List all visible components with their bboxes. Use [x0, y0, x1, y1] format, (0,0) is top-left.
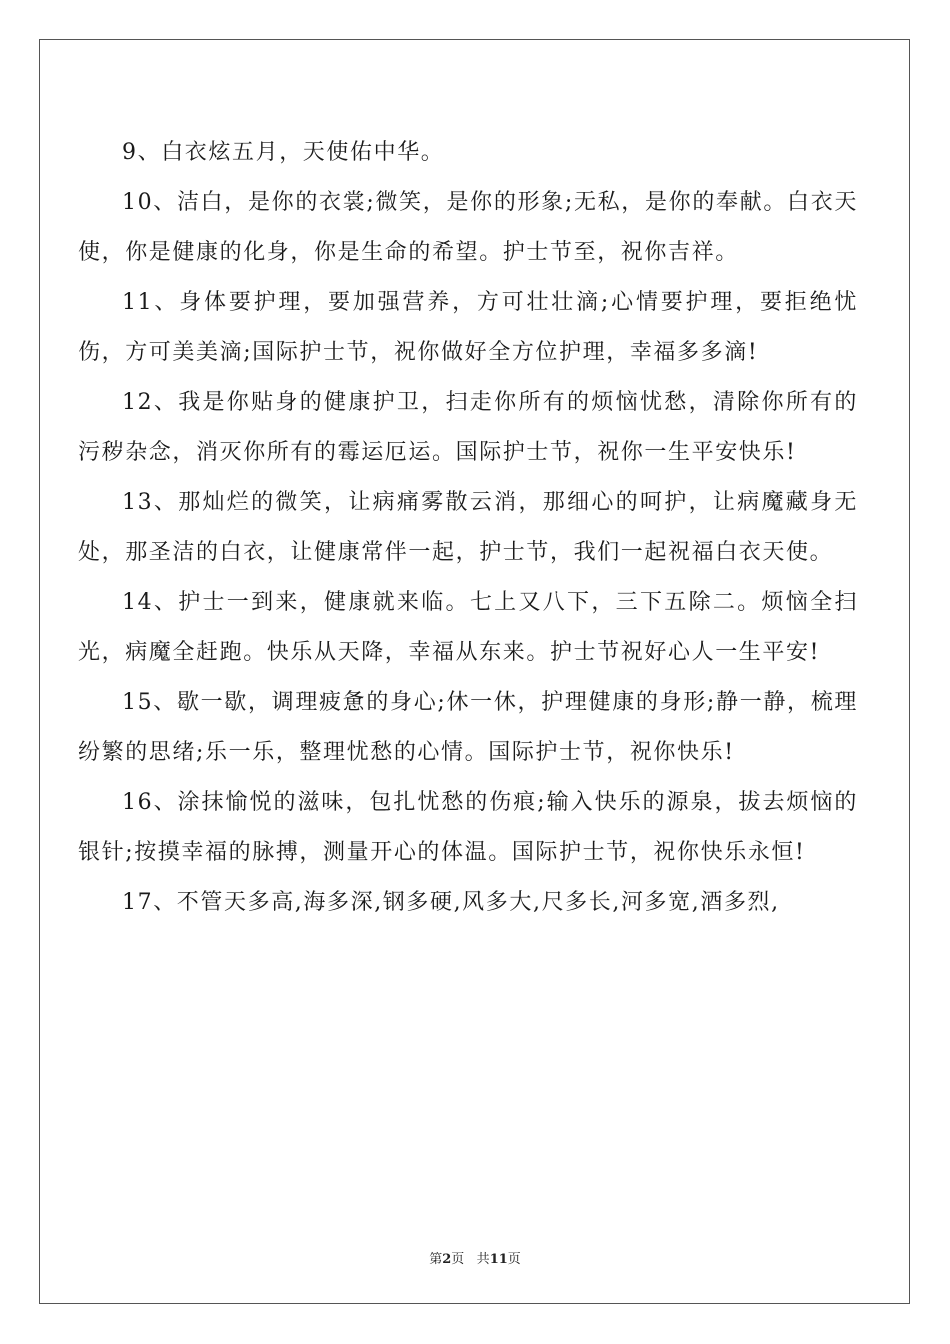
footer-total-prefix: 共	[476, 1252, 490, 1267]
paragraph-9: 9、白衣炫五月，天使佑中华。	[122, 140, 445, 165]
paragraph-14: 14、护士一到来，健康就来临。七上又八下，三下五除二。烦恼全扫光，病魔全赶跑。快乐从天降，幸福从东来。护士节祝好心人一生平安!	[78, 590, 858, 665]
footer-gap	[464, 1252, 476, 1267]
paragraph-17: 17、不管天多高,海多深,钢多硬,风多大,尺多长,河多宽,酒多烈,	[122, 890, 780, 915]
page-footer	[0, 1248, 950, 1267]
paragraph-15: 15、歇一歇，调理疲惫的身心;休一休，护理健康的身形;静一静，梳理纷繁的思绪;乐一乐，整理忧愁的心情。国际护士节，祝你快乐!	[78, 690, 858, 765]
document-body	[78, 128, 858, 928]
footer-total-unit: 页	[507, 1252, 521, 1267]
paragraph-16: 16、涂抹愉悦的滋味，包扎忧愁的伤痕;输入快乐的源泉，拔去烦恼的银针;按摸幸福的脉搏，测量开心的体温。国际护士节，祝你快乐永恒!	[78, 790, 858, 865]
paragraph-13: 13、那灿烂的微笑，让病痛雾散云消，那细心的呵护，让病魔藏身无处，那圣洁的白衣，让健康常伴一起，护士节，我们一起祝福白衣天使。	[78, 490, 858, 565]
footer-prefix: 第	[429, 1252, 443, 1267]
footer-page-unit: 页	[451, 1252, 465, 1267]
paragraph-11: 11、身体要护理，要加强营养，方可壮壮滴;心情要护理，要拒绝忧伤，方可美美滴;国际护士节，祝你做好全方位护理，幸福多多滴!	[78, 290, 858, 365]
paragraph-12: 12、我是你贴身的健康护卫，扫走你所有的烦恼忧愁，清除你所有的污秽杂念，消灭你所有的霉运厄运。国际护士节，祝你一生平安快乐!	[78, 390, 858, 465]
footer-current-page: 2	[442, 1252, 452, 1267]
paragraph-10: 10、洁白，是你的衣裳;微笑，是你的形象;无私，是你的奉献。白衣天使，你是健康的化身，你是生命的希望。护士节至，祝你吉祥。	[78, 190, 858, 265]
footer-total-pages: 11	[489, 1252, 508, 1267]
